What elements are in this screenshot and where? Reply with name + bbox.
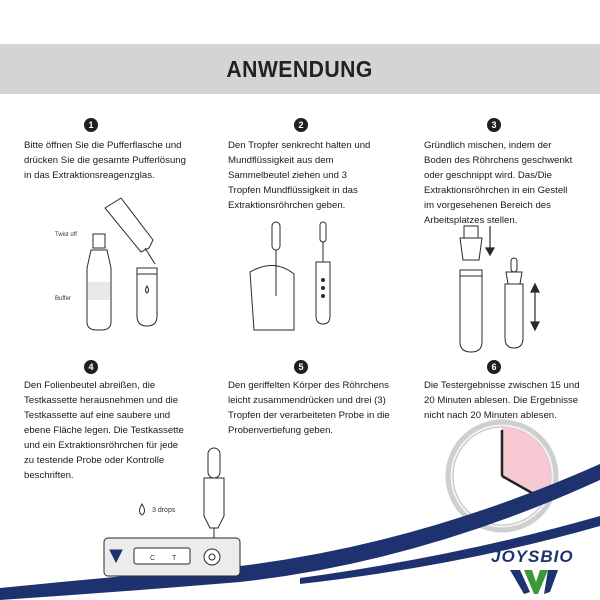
extraction-tube — [137, 268, 157, 326]
step-6-text: Die Testergebnisse zwischen 15 und 20 Minuten ablesen. Die Ergebnisse nicht nach 20 Minuten ablesen. — [424, 380, 580, 421]
collection-bag — [250, 265, 294, 330]
twist-off-label: Twist off — [55, 232, 77, 238]
step-3-illustration — [452, 222, 552, 357]
step-5-text: Den geriffelten Körper des Röhrchens leicht zusammendrücken und drei (3) Tropfen der verarbeiteten Probe in die Probenvertiefung geben. — [228, 380, 390, 436]
step-2-text: Den Tropfer senkrecht halten und Mundflüssigkeit aus dem Sammelbeutel ziehen und 3 Tropfen Mundflüssigkeit in das Extraktionsröhrchen geben. — [228, 140, 371, 211]
step-2-illustration — [244, 218, 364, 336]
step-4-5-illustration — [100, 446, 250, 581]
drop-tube — [204, 448, 224, 542]
brand-logo-mark — [510, 568, 560, 596]
bottle-cap — [93, 234, 105, 248]
mixing-tube-left — [460, 270, 482, 352]
step-3-number: 3 — [487, 118, 501, 132]
step-2-number: 2 — [294, 118, 308, 132]
buffer-label: Buffer — [55, 296, 71, 302]
tube-cap — [460, 226, 482, 260]
step-5-number: 5 — [294, 360, 308, 374]
drop-icon — [140, 504, 145, 515]
page-title: ANWENDUNG — [226, 55, 374, 82]
brand-logo-text: JOYSBIO — [491, 547, 574, 566]
step-1-number: 1 — [84, 118, 98, 132]
step-4-number: 4 — [84, 360, 98, 374]
dropper-bottle — [105, 198, 153, 252]
extraction-tube-2 — [316, 222, 330, 324]
step-6-number: 6 — [487, 360, 501, 374]
step-4-text: Den Folienbeutel abreißen, die Testkassette herausnehmen und die Testkassette auf eine saubere und ebene Fläche legen. Die Testkassette und ein Extraktionsröhrchen für jede zu testende Probe oder Kontrolle beschriften. — [24, 380, 184, 481]
header-banner — [0, 44, 600, 94]
cassette-c-label: C — [150, 555, 156, 562]
step-1-text: Bitte öffnen Sie die Pufferflasche und drücken Sie die gesamte Pufferlösung in das Extraktionsreagenzglas. — [24, 140, 186, 181]
step-3-text: Gründlich mischen, indem der Boden des Röhrchens geschwenkt oder geschnippt wird. Das/Die Extraktionsröhrchen in ein Gestell im vorgesehenen Bereich des Arbeitsplatzes stellen. — [424, 140, 573, 226]
cassette-t-label: T — [172, 555, 177, 562]
mixing-tube-right — [505, 258, 523, 348]
step-1-illustration — [55, 190, 175, 335]
drops-label: 3 drops — [152, 507, 176, 514]
